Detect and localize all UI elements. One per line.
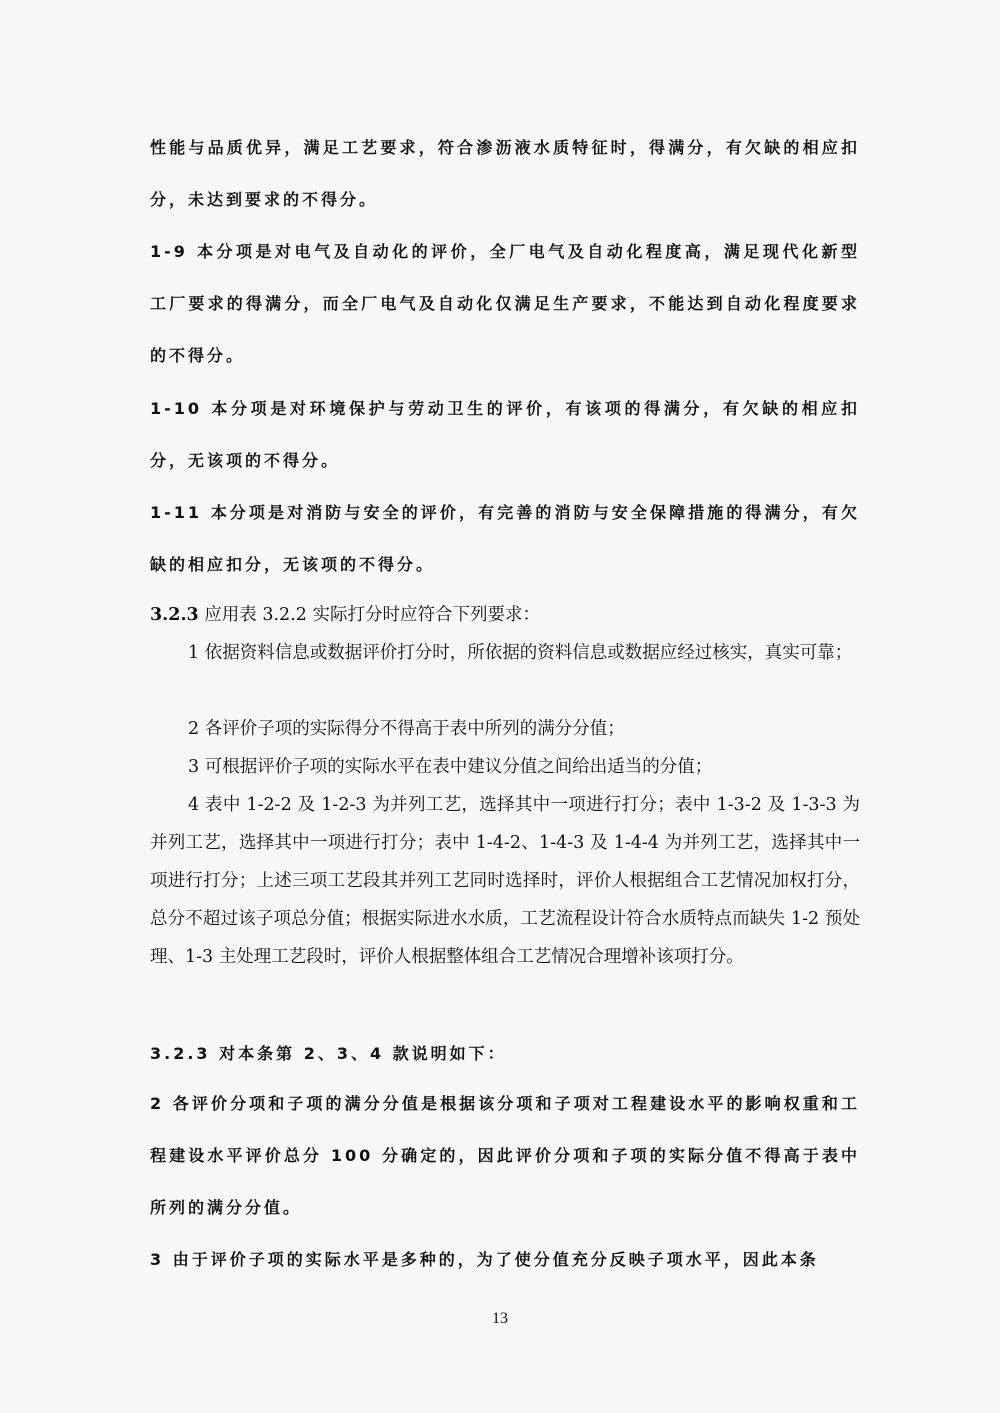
explanation-item-3: 3 由于评价子项的实际水平是多种的，为了使分值充分反映子项水平，因此本条 — [150, 1250, 819, 1269]
clause-text: 应用表 3.2.2 实际打分时应符合下列要求： — [204, 605, 540, 625]
clause-3-2-3 — [150, 596, 860, 634]
clause-number: 3.2.3 — [150, 605, 199, 625]
requirement-item-3: 3 可根据评价子项的实际水平在表中建议分值之间给出适当的分值； — [188, 757, 713, 777]
explanation-heading: 3.2.3 对本条第 2、3、4 款说明如下： — [150, 1044, 507, 1063]
page-number: 13 — [492, 1310, 508, 1327]
paragraph-1-9: 1-9 本分项是对电气及自动化的评价，全厂电气及自动化程度高，满足现代化新型工厂要求的得满分，而全厂电气及自动化仅满足生产要求，不能达到自动化程度要求的不得分。 — [150, 242, 860, 365]
paragraph-1-11: 1-11 本分项是对消防与安全的评价，有完善的消防与安全保障措施的得满分，有欠缺的相应扣分，无该项的不得分。 — [150, 503, 860, 574]
paragraph-1-10: 1-10 本分项是对环境保护与劳动卫生的评价，有该项的得满分，有欠缺的相应扣分，无该项的不得分。 — [150, 399, 860, 470]
explanation-item-2: 2 各评价分项和子项的满分分值是根据该分项和子项对工程建设水平的影响权重和工程建设水平评价总分 100 分确定的，因此评价分项和子项的实际分值不得高于表中所列的满分分值。 — [150, 1094, 860, 1217]
requirement-item-4: 4 表中 1-2-2 及 1-2-3 为并列工艺，选择其中一项进行打分；表中 1-3-2 及 1-3-3 为并列工艺，选择其中一项进行打分；表中 1-4-2、1-4-3 及 1-4-4 为并列工艺，选择其中一项进行打分；上述三项工艺段其并列工艺同时选择时，评价人根据组合工艺情况加权打分，总分不超过该子项总分值；根据实际进水水质，工艺流程设计符合水质特点而缺失 1-2 预处理、1-3 主处理工艺段时，评价人根据整体组合工艺情况合理增补该项打分。 — [150, 795, 860, 967]
requirement-item-1: 1 依据资料信息或数据评价打分时，所依据的资料信息或数据应经过核实，真实可靠； — [188, 643, 853, 663]
requirement-item-2: 2 各评价子项的实际得分不得高于表中所列的满分分值； — [188, 719, 625, 739]
paragraph-1-8-continued: 性能与品质优异，满足工艺要求，符合渗沥液水质特征时，得满分，有欠缺的相应扣分，未达到要求的不得分。 — [150, 138, 860, 209]
